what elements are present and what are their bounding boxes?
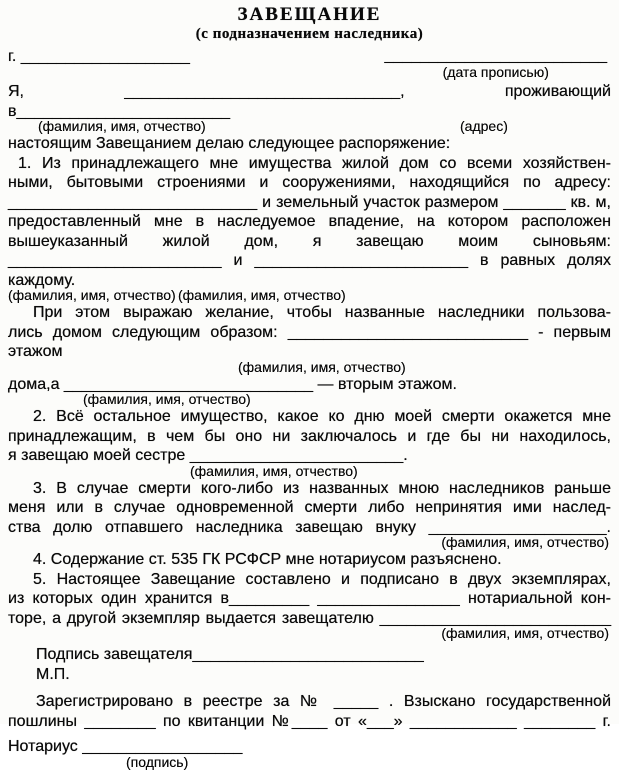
address-label: (адрес): [460, 118, 508, 134]
wish-line-3: дома,а ____________________________ — вторым этажом.: [8, 375, 457, 393]
date-label: (дата прописью): [442, 64, 549, 80]
wish-line-2: лись домом следующим образом: ___________________________ - первым этажом: [8, 323, 611, 360]
will-subtitle: (с подназначением наследника): [195, 26, 424, 42]
second-floor-label-row: [8, 391, 611, 407]
testator-line: Я, _______________________________, проживающий в________________________: [8, 83, 611, 120]
date-blank-line: _________________________: [384, 47, 607, 64]
first-floor-label-row: [8, 358, 611, 375]
signature-line: Подпись завещателя__________________________: [36, 646, 424, 663]
clause1-line-1: 1. Из принадлежащего мне имущества жилой дом со всеми хозяйствен-: [18, 154, 611, 172]
clause1-line-2: ными, бытовыми строениями и сооружениями, находящийся по адресу:: [8, 174, 611, 191]
clause5-line-1: 5. Настоящее Завещание составлено и подписано в двух экземплярах,: [33, 570, 611, 588]
clause5-line-3: торе, а другой экземпляр выдается завещателю __________________________: [8, 609, 611, 627]
fio-label: (фамилия, имя, отчество): [83, 391, 251, 407]
notary-line: Нотариус __________________: [8, 738, 243, 755]
clause2-line-2: принадлежащим, в чем бы оно ни заключалось и где бы ни находилось,: [8, 427, 611, 445]
fio-label: (фамилия, имя, отчество): [441, 625, 609, 641]
intro-line: настоящим Завещанием делаю следующее распоряжение:: [8, 135, 451, 152]
clause3-line-2: меня или в случае одновременной смерти либо непринятия ими наслед-: [8, 499, 611, 516]
sister-label-row: [8, 462, 611, 479]
fio-label: (фамилия, имя, отчество): [38, 118, 206, 134]
notary-signature-label-row: [8, 753, 611, 770]
registry-line-2: пошлины ________ по квитанции №____ от «___» ____________ ________ г.: [8, 712, 611, 730]
clause1-line-5: вышеуказанный жилой дом, я завещаю моим сыновьям:: [8, 232, 611, 250]
clause3-line-3: ства долю отпавшего наследника завещаю внуку ____________________.: [8, 518, 611, 536]
date-field: [385, 48, 607, 80]
will-title: ЗАВЕЩАНИЕ: [237, 4, 382, 25]
clause2-line-1: 2. Всё остальное имущество, какое ко дню моей смерти окажется мне: [33, 408, 611, 425]
city-blank-line: г. ___________________: [8, 48, 190, 65]
registry-line-1: Зарегистрировано в реестре за № _____ . Взыскано государственной: [36, 693, 611, 710]
city-date-row: [8, 48, 611, 82]
fio-label: (фамилия, имя, отчество): [238, 358, 406, 375]
sons-labels-row: [8, 287, 611, 303]
clause1-line-4: предоставленный мне в наследуемое впадение, на котором расположен: [8, 213, 611, 230]
wish-line-1: При этом выражаю желание, чтобы названные наследники пользова-: [33, 304, 611, 321]
fio-label: (фамилия, имя, отчество): [441, 534, 609, 550]
testator-labels-row: [8, 118, 611, 134]
clause5-line-2: из которых один хранится в_________ ________________ нотариальной кон-: [8, 590, 611, 607]
seal-mark: М.П.: [36, 665, 70, 683]
testator-copy-label-row: [8, 625, 611, 641]
clause4-line-1: 4. Содержание ст. 535 ГК РСФСР мне нотариусом разъяснено.: [33, 551, 502, 568]
grandson-label-row: [8, 534, 611, 550]
fio-label: (фамилия, имя, отчество): [190, 462, 358, 479]
fio-label: (фамилия, имя, отчество): [178, 287, 346, 303]
clause1-line-6: ________________________ и ________________________ в равных долях каждому.: [8, 252, 611, 289]
clause3-line-1: 3. В случае смерти кого-либо из названных мною наследников раньше: [33, 479, 611, 497]
clause2-line-3: я завещаю моей сестре ________________________.: [8, 447, 408, 464]
signature-label: (подпись): [126, 753, 189, 770]
clause1-line-3: ____________________________ и земельный участок размером _______ кв. м,: [8, 193, 611, 211]
fio-label: (фамилия, имя, отчество): [8, 287, 176, 303]
